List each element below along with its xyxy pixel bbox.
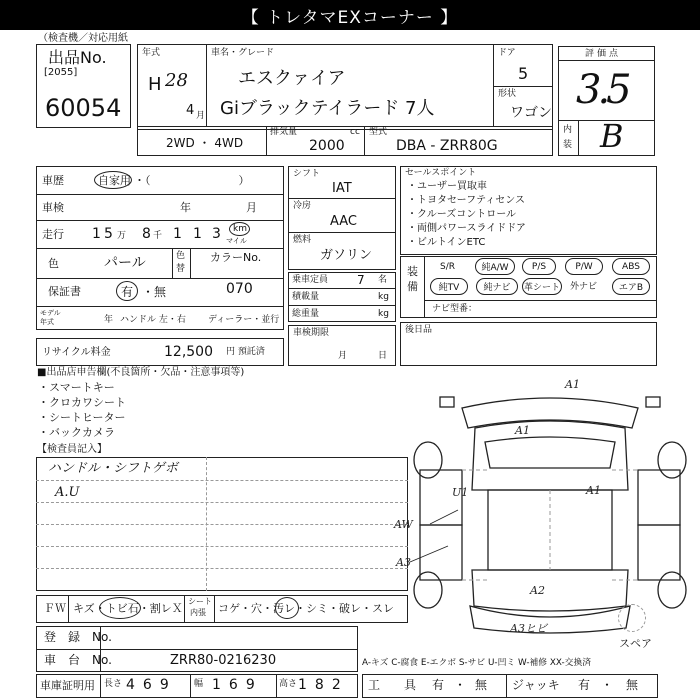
score-label: 評価点 bbox=[585, 49, 622, 59]
equip-alloy-wheel: 純A/W bbox=[475, 258, 515, 275]
cooler-value: AAC bbox=[330, 214, 357, 229]
sales-point: ・トヨタセーフティセンス bbox=[407, 195, 525, 206]
chassis-label: 車 台 No. bbox=[44, 653, 112, 667]
page-banner: 【 トレタマEXコーナー 】 bbox=[0, 0, 700, 30]
spare-tire-icon bbox=[618, 604, 646, 632]
navi-model-label: ナビ型番： bbox=[432, 304, 478, 314]
cooler-label: 冷房 bbox=[293, 201, 312, 211]
cert-width-label: 幅 bbox=[194, 679, 204, 689]
sheet-label-2: 内張 bbox=[190, 608, 206, 617]
sales-point: ・クルーズコントロール bbox=[407, 209, 516, 220]
displacement-value: 2000 bbox=[309, 138, 345, 154]
color-no-value: 070 bbox=[226, 281, 253, 297]
dealer-label: ディーラー・並行 bbox=[208, 315, 280, 325]
accessory-item: ・シートヒーター bbox=[38, 411, 126, 424]
damage-legend: A-キズ C-腐食 E-エクボ S-サビ U-凹ミ W-補修 XX-交換済 bbox=[362, 658, 592, 668]
car-damage-diagram bbox=[394, 370, 700, 650]
roof bbox=[488, 490, 612, 570]
car-label: 車名・グレード bbox=[211, 48, 275, 58]
fuel-value: ガソリン bbox=[320, 248, 373, 263]
fw-conditions: キズ・トビ石・割レＸ bbox=[73, 602, 183, 615]
inspection-month-unit: 月 bbox=[246, 201, 257, 214]
cert-height-label: 高さ bbox=[279, 679, 298, 689]
tool-label: 工 具 bbox=[368, 678, 417, 692]
month-unit: 月 bbox=[196, 111, 206, 121]
equipment-label-1: 装 bbox=[407, 265, 418, 278]
after-items-label: 後日品 bbox=[405, 325, 433, 335]
color-change-label-1: 色 bbox=[176, 251, 186, 261]
sheet-dirt-circle bbox=[275, 597, 299, 619]
period-label: 車検期限 bbox=[293, 328, 330, 338]
mileage-digit-2: 5 bbox=[104, 226, 113, 242]
accessories-label: ■出品店申告欄(不良箇所・欠品・注意事項等) bbox=[37, 367, 245, 378]
equip-power-window: P/W bbox=[565, 258, 603, 275]
registration-label: 登 録 No. bbox=[44, 630, 112, 644]
recycle-value: 12,500 bbox=[164, 344, 213, 360]
interior-score: B bbox=[600, 117, 624, 155]
fw-chip-circle bbox=[99, 597, 141, 619]
hood bbox=[472, 421, 628, 490]
km-unit: km bbox=[233, 224, 247, 234]
color-change-label-2: 替 bbox=[176, 264, 186, 274]
capacity-value: 7 bbox=[357, 273, 365, 287]
left-mirror bbox=[440, 397, 454, 407]
damage-mark-right-door: A1 bbox=[586, 484, 601, 497]
shift-label: シフト bbox=[293, 169, 321, 179]
shift-value: IAT bbox=[332, 181, 352, 196]
inspection-year-unit: 年 bbox=[180, 201, 191, 214]
load-label: 積載量 bbox=[292, 292, 320, 302]
inspection-label: 車検 bbox=[42, 201, 64, 214]
sales-points-label: セールスポイント bbox=[405, 168, 477, 178]
inspector-note: ハンドル・シフトゲボ bbox=[48, 461, 178, 476]
history-value: 自家用 bbox=[98, 174, 131, 187]
year-value: 28 bbox=[165, 70, 188, 91]
history-circle bbox=[94, 171, 132, 189]
shape-value: ワゴン bbox=[510, 105, 552, 121]
mileage-digit-4: 1 bbox=[173, 226, 182, 242]
chassis-value: ZRR80-0216230 bbox=[170, 653, 277, 668]
recycle-label: リサイクル料金 bbox=[42, 347, 111, 358]
model-value: DBA - ZRR80G bbox=[396, 138, 498, 154]
cert-length-value: 469 bbox=[126, 677, 177, 693]
damage-mark-rear-bumper: A3ヒビ bbox=[510, 622, 547, 635]
inspector-label: 【検査員記入】 bbox=[37, 444, 107, 455]
door-label: ドア bbox=[498, 48, 516, 58]
cert-height-value: 182 bbox=[298, 677, 349, 693]
equipment-label-2: 備 bbox=[407, 280, 418, 293]
interior-label-1: 内 bbox=[563, 125, 573, 135]
jack-label: ジャッキ bbox=[512, 678, 560, 692]
mileage-label: 走行 bbox=[42, 228, 64, 241]
period-day: 日 bbox=[378, 351, 388, 361]
capacity-label: 乗車定員 bbox=[292, 275, 329, 285]
month-value: 4 bbox=[186, 103, 195, 118]
sheet-label-1: シート bbox=[188, 597, 212, 606]
equip-genuine-navi: 純ナビ bbox=[476, 278, 518, 295]
windshield bbox=[485, 437, 615, 468]
warranty-circle bbox=[116, 281, 138, 301]
load-unit: kg bbox=[378, 292, 389, 302]
jack-no: 無 bbox=[626, 678, 639, 692]
sheet-conditions: コゲ・穴・汚レ・シミ・破レ・スレ bbox=[218, 602, 394, 615]
accessory-item: ・クロカワシート bbox=[38, 396, 126, 409]
mileage-man-unit: 万 bbox=[117, 231, 127, 241]
jack-separator: ・ bbox=[601, 678, 614, 692]
sheet-subtitle: （検査機／対応用紙 bbox=[38, 33, 128, 44]
cert-width-value: 169 bbox=[212, 677, 263, 693]
warranty-no: ・無 bbox=[142, 285, 167, 299]
equip-power-steering: P/S bbox=[522, 258, 556, 275]
color-no-label: カラーNo. bbox=[210, 251, 262, 264]
left-rear-tire bbox=[414, 572, 442, 608]
after-items-box bbox=[400, 322, 657, 366]
rear-bumper bbox=[470, 606, 630, 633]
weight-label: 総重量 bbox=[292, 309, 320, 319]
lot-number: 60054 bbox=[45, 94, 122, 122]
color-label: 色 bbox=[48, 257, 59, 270]
year-era: H bbox=[148, 74, 162, 95]
model-year-label-2: 年式 bbox=[40, 318, 54, 326]
weight-unit: kg bbox=[378, 309, 389, 319]
km-circle bbox=[229, 222, 250, 236]
spare-label: スペア bbox=[619, 637, 652, 650]
left-front-tire bbox=[414, 442, 442, 478]
equip-abs: ABS bbox=[612, 258, 650, 275]
sales-point: ・両側パワースライドドア bbox=[407, 223, 526, 234]
tool-yes: 有 bbox=[432, 678, 445, 692]
shape-label: 形状 bbox=[498, 89, 517, 99]
year-label: 年式 bbox=[142, 48, 161, 58]
model-year-label-1: モデル bbox=[40, 309, 61, 317]
fuel-label: 燃料 bbox=[293, 235, 312, 245]
recycle-unit: 円 預託済 bbox=[226, 347, 265, 357]
capacity-unit: 名 bbox=[378, 275, 388, 285]
model-year-unit: 年 bbox=[104, 315, 114, 325]
mileage-digit-6: 3 bbox=[212, 226, 221, 242]
accessory-item: ・スマートキー bbox=[38, 381, 115, 394]
history-label: 車歴 bbox=[42, 174, 64, 187]
tool-no: 無 bbox=[475, 678, 488, 692]
right-front-tire bbox=[658, 442, 686, 478]
sales-point: ・ビルトインETC bbox=[407, 237, 486, 248]
warranty-label: 保証書 bbox=[48, 285, 81, 298]
color-value: パール bbox=[104, 255, 146, 271]
cc-unit: cc bbox=[350, 127, 360, 137]
equip-leather-seat: 革シート bbox=[522, 278, 562, 295]
damage-mark-left-door: U1 bbox=[452, 486, 469, 499]
handle-label: ハンドル 左・右 bbox=[120, 315, 186, 325]
interior-label-2: 装 bbox=[563, 140, 573, 150]
history-rest: ・（ ） bbox=[134, 174, 250, 187]
period-month: 月 bbox=[338, 351, 348, 361]
sales-point: ・ユーザー買取車 bbox=[407, 181, 487, 192]
mileage-sen-unit: 千 bbox=[153, 231, 163, 241]
car-name: エスクァイア bbox=[238, 68, 346, 89]
inspector-note: A.U bbox=[55, 485, 80, 500]
jack-yes: 有 bbox=[578, 678, 591, 692]
garage-cert-label: 車庫証明用 bbox=[40, 679, 95, 692]
equip-airbag: エアB bbox=[612, 278, 650, 295]
lot-label: 出品No. bbox=[48, 48, 107, 67]
model-label: 型式 bbox=[369, 127, 388, 137]
damage-mark-hood: A1 bbox=[515, 424, 530, 437]
mile-unit: マイル bbox=[226, 237, 247, 245]
score-value: 3.5 bbox=[576, 67, 628, 113]
car-grade: Giブラックテイラード 7人 bbox=[220, 98, 435, 119]
front-bumper bbox=[462, 398, 638, 428]
accessory-item: ・バックカメラ bbox=[38, 426, 115, 439]
fw-label: ＦＷ bbox=[44, 602, 66, 615]
cert-length-label: 長さ bbox=[104, 679, 123, 689]
equip-aftermarket-navi: 外ナビ bbox=[570, 282, 598, 292]
equip-sunroof: S/R bbox=[440, 262, 455, 272]
damage-mark-front: A1 bbox=[565, 378, 580, 391]
tool-separator: ・ bbox=[454, 678, 467, 692]
damage-mark-left-rear: A3 bbox=[396, 556, 411, 569]
door-value: 5 bbox=[518, 64, 529, 83]
lot-code: [2055] bbox=[44, 67, 78, 78]
equip-tv: 純TV bbox=[430, 278, 468, 295]
displacement-label: 排気量 bbox=[270, 127, 298, 137]
damage-mark-rear: A2 bbox=[530, 584, 545, 597]
damage-mark-left-side: AW bbox=[394, 518, 413, 531]
mileage-digit-3: 8 bbox=[142, 226, 151, 242]
rear-glass bbox=[472, 570, 628, 611]
mileage-digit-1: 1 bbox=[92, 226, 101, 242]
warranty-yes: 有 bbox=[121, 285, 134, 299]
right-mirror bbox=[646, 397, 660, 407]
mileage-digit-5: 1 bbox=[193, 226, 202, 242]
drive-type: 2WD ・ 4WD bbox=[166, 136, 244, 150]
right-rear-tire bbox=[658, 572, 686, 608]
